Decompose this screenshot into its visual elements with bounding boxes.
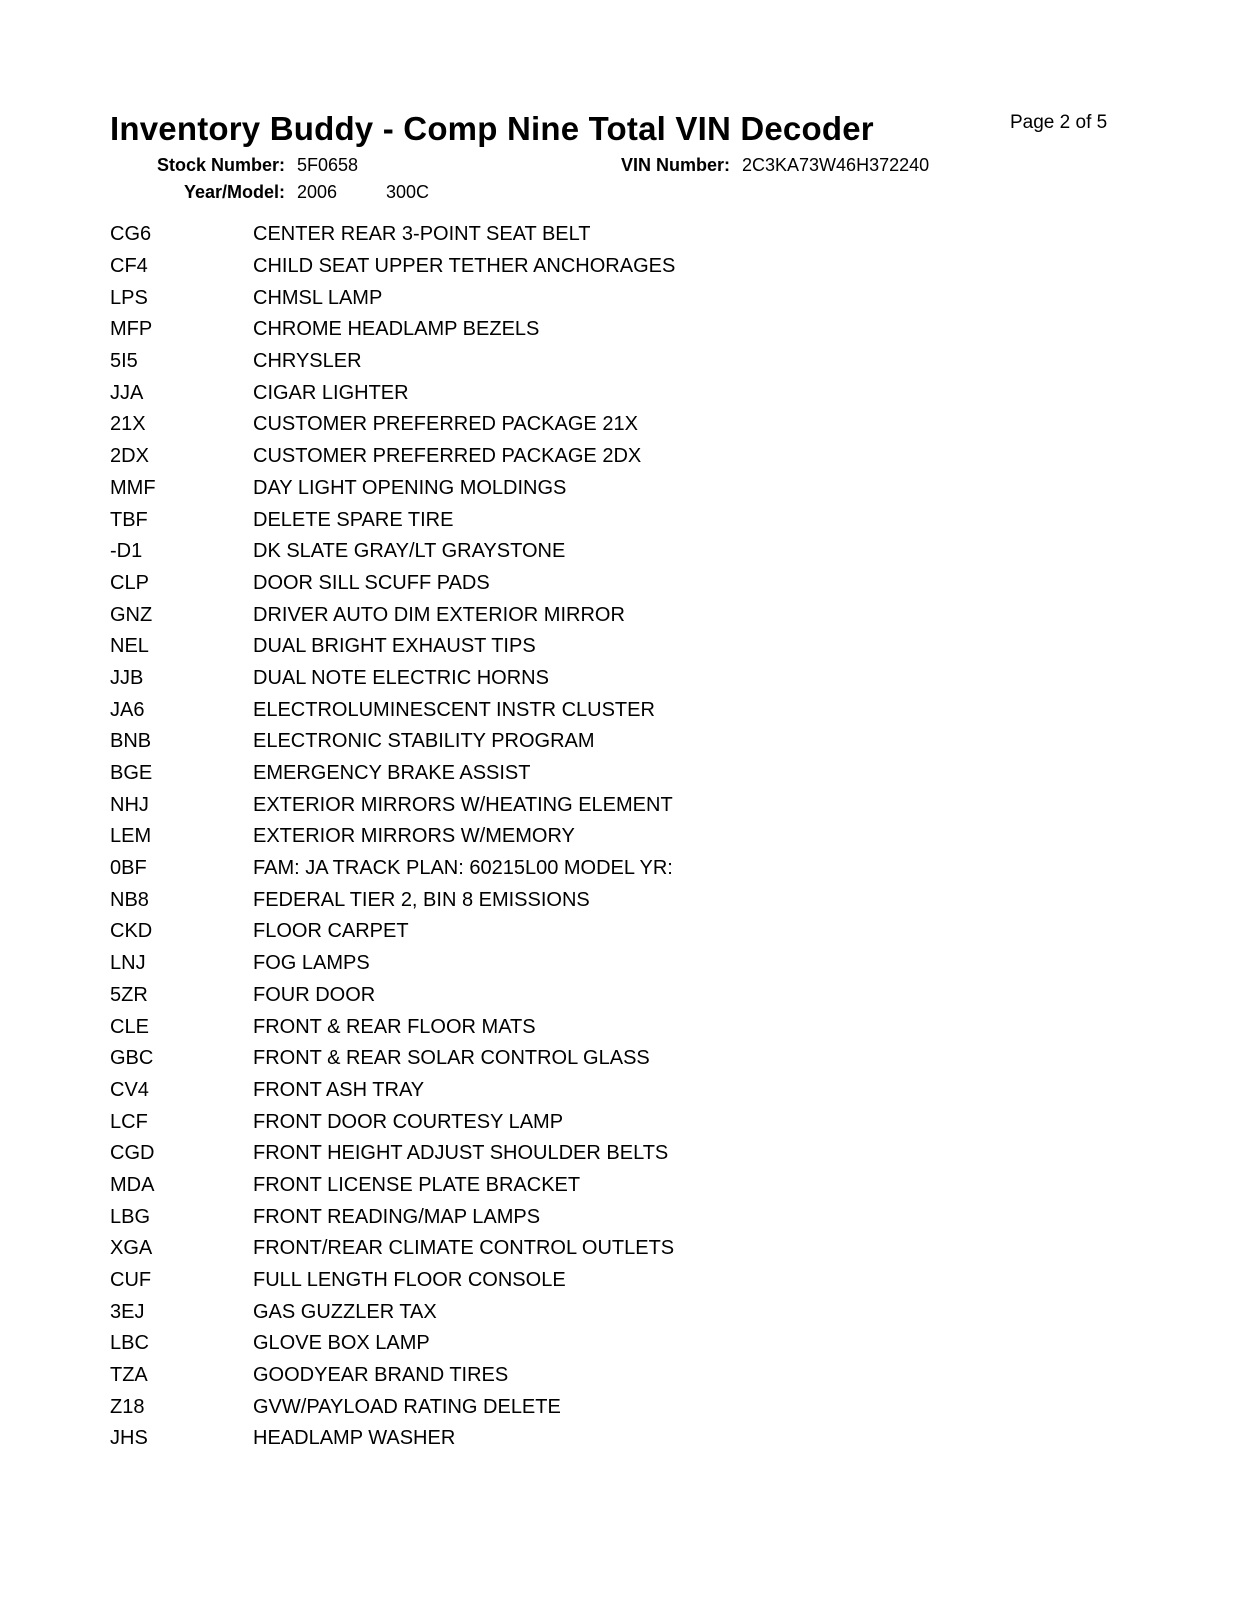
option-description: FOG LAMPS (253, 952, 370, 975)
option-code-row (110, 758, 810, 790)
option-code-row (110, 1043, 810, 1075)
option-description: ELECTRONIC STABILITY PROGRAM (253, 730, 595, 753)
option-code: NB8 (110, 888, 149, 911)
option-code: -D1 (110, 540, 143, 563)
option-code-row (110, 980, 810, 1012)
option-code-row (110, 1391, 810, 1423)
option-description: FRONT & REAR FLOOR MATS (253, 1015, 536, 1038)
option-code-row (110, 1011, 810, 1043)
option-description: FULL LENGTH FLOOR CONSOLE (253, 1269, 566, 1292)
option-description: FOUR DOOR (253, 983, 376, 1006)
option-code: JJB (110, 666, 144, 689)
option-description: DAY LIGHT OPENING MOLDINGS (253, 476, 567, 499)
option-code-row (110, 1328, 810, 1360)
option-code-row (110, 1265, 810, 1297)
option-code: CLE (110, 1015, 149, 1038)
option-code-row (110, 599, 810, 631)
option-code: TZA (110, 1364, 148, 1387)
option-code: CV4 (110, 1078, 149, 1101)
option-code-row (110, 504, 810, 536)
option-code: NEL (110, 635, 149, 658)
option-code-row (110, 473, 810, 505)
option-code: LNJ (110, 952, 146, 975)
option-code: JA6 (110, 698, 145, 721)
option-code-row (110, 853, 810, 885)
option-code: CG6 (110, 223, 152, 246)
option-description: CENTER REAR 3-POINT SEAT BELT (253, 223, 591, 246)
option-code-row (110, 1170, 810, 1202)
option-code-row (110, 631, 810, 663)
page-number: Page 2 of 5 (1010, 112, 1108, 133)
option-code: GBC (110, 1047, 154, 1070)
option-code: 5ZR (110, 983, 148, 1006)
option-code-row (110, 314, 810, 346)
option-description: FRONT ASH TRAY (253, 1078, 425, 1101)
option-code-row (110, 346, 810, 378)
option-code: 0BF (110, 857, 147, 880)
option-code: LBG (110, 1205, 151, 1228)
option-code-row (110, 1360, 810, 1392)
option-description: DK SLATE GRAY/LT GRAYSTONE (253, 540, 566, 563)
option-code: XGA (110, 1237, 153, 1260)
option-description: FLOOR CARPET (253, 920, 409, 943)
stock-number-value: 5F0658 (297, 155, 359, 175)
option-code: JHS (110, 1427, 148, 1450)
option-code-row (110, 251, 810, 283)
option-description: CUSTOMER PREFERRED PACKAGE 21X (253, 413, 638, 436)
option-description: GAS GUZZLER TAX (253, 1300, 437, 1323)
option-code: CF4 (110, 255, 148, 278)
option-code: 3EJ (110, 1300, 145, 1323)
option-code: BGE (110, 762, 153, 785)
option-description: EXTERIOR MIRRORS W/MEMORY (253, 825, 575, 848)
option-description: FRONT/REAR CLIMATE CONTROL OUTLETS (253, 1237, 675, 1260)
stock-number-label: Stock Number: (156, 155, 285, 175)
option-code-row (110, 377, 810, 409)
option-code-row (110, 694, 810, 726)
option-code-row (110, 948, 810, 980)
option-code: LBC (110, 1332, 149, 1355)
option-description: FRONT DOOR COURTESY LAMP (253, 1110, 564, 1133)
option-code: 2DX (110, 445, 149, 468)
option-description: DUAL BRIGHT EXHAUST TIPS (253, 635, 536, 658)
option-code-row (110, 884, 810, 916)
option-description: FEDERAL TIER 2, BIN 8 EMISSIONS (253, 888, 590, 911)
option-code-row (110, 663, 810, 695)
option-description: HEADLAMP WASHER (253, 1427, 456, 1450)
option-description: CHILD SEAT UPPER TETHER ANCHORAGES (253, 255, 676, 278)
year-model-label: Year/Model: (183, 182, 285, 202)
vin-number-value: 2C3KA73W46H372240 (742, 155, 930, 175)
option-code-list (110, 219, 810, 1455)
option-code: TBF (110, 508, 148, 531)
option-code-row (110, 916, 810, 948)
option-code-row (110, 1296, 810, 1328)
option-code-row (110, 1201, 810, 1233)
option-code: MDA (110, 1173, 155, 1196)
option-description: GVW/PAYLOAD RATING DELETE (253, 1395, 561, 1418)
option-code: GNZ (110, 603, 153, 626)
option-description: FRONT READING/MAP LAMPS (253, 1205, 541, 1228)
option-description: DRIVER AUTO DIM EXTERIOR MIRROR (253, 603, 625, 626)
option-description: GOODYEAR BRAND TIRES (253, 1364, 509, 1387)
option-code: CGD (110, 1142, 155, 1165)
option-code-row (110, 219, 810, 251)
option-code: JJA (110, 381, 144, 404)
option-code: MMF (110, 476, 156, 499)
option-code: NHJ (110, 793, 149, 816)
option-code: BNB (110, 730, 152, 753)
option-code-row (110, 821, 810, 853)
option-code-row (110, 441, 810, 473)
option-description: DELETE SPARE TIRE (253, 508, 454, 531)
option-code: LCF (110, 1110, 148, 1133)
option-description: DUAL NOTE ELECTRIC HORNS (253, 666, 549, 689)
option-code-row (110, 568, 810, 600)
option-description: FRONT & REAR SOLAR CONTROL GLASS (253, 1047, 650, 1070)
option-code-row (110, 282, 810, 314)
model-value: 300C (386, 182, 430, 202)
option-code-row (110, 1138, 810, 1170)
option-code-row (110, 789, 810, 821)
option-code: CLP (110, 571, 149, 594)
option-code: CKD (110, 920, 153, 943)
option-code: LEM (110, 825, 152, 848)
option-code-row (110, 1106, 810, 1138)
option-code: LPS (110, 286, 148, 309)
option-code: MFP (110, 318, 153, 341)
option-description: FRONT HEIGHT ADJUST SHOULDER BELTS (253, 1142, 669, 1165)
option-description: CIGAR LIGHTER (253, 381, 409, 404)
option-code: Z18 (110, 1395, 145, 1418)
option-code: 21X (110, 413, 146, 436)
option-description: ELECTROLUMINESCENT INSTR CLUSTER (253, 698, 655, 721)
option-description: DOOR SILL SCUFF PADS (253, 571, 490, 594)
option-description: CHRYSLER (253, 350, 362, 373)
option-code-row (110, 1423, 810, 1455)
option-code-row (110, 726, 810, 758)
option-code-row (110, 409, 810, 441)
year-value: 2006 (297, 182, 338, 202)
option-description: CHROME HEADLAMP BEZELS (253, 318, 540, 341)
document-title: Inventory Buddy - Comp Nine Total VIN Decoder (110, 110, 874, 147)
vin-number-label: VIN Number: (620, 155, 730, 175)
option-description: CHMSL LAMP (253, 286, 383, 309)
option-code-row (110, 1075, 810, 1107)
option-description: FRONT LICENSE PLATE BRACKET (253, 1173, 581, 1196)
option-code-row (110, 1233, 810, 1265)
option-code: 5I5 (110, 350, 138, 373)
option-code-row (110, 536, 810, 568)
option-description: FAM: JA TRACK PLAN: 60215L00 MODEL YR: (253, 857, 673, 880)
option-description: EXTERIOR MIRRORS W/HEATING ELEMENT (253, 793, 673, 816)
option-description: GLOVE BOX LAMP (253, 1332, 430, 1355)
option-description: EMERGENCY BRAKE ASSIST (253, 762, 531, 785)
option-code: CUF (110, 1269, 152, 1292)
option-description: CUSTOMER PREFERRED PACKAGE 2DX (253, 445, 642, 468)
